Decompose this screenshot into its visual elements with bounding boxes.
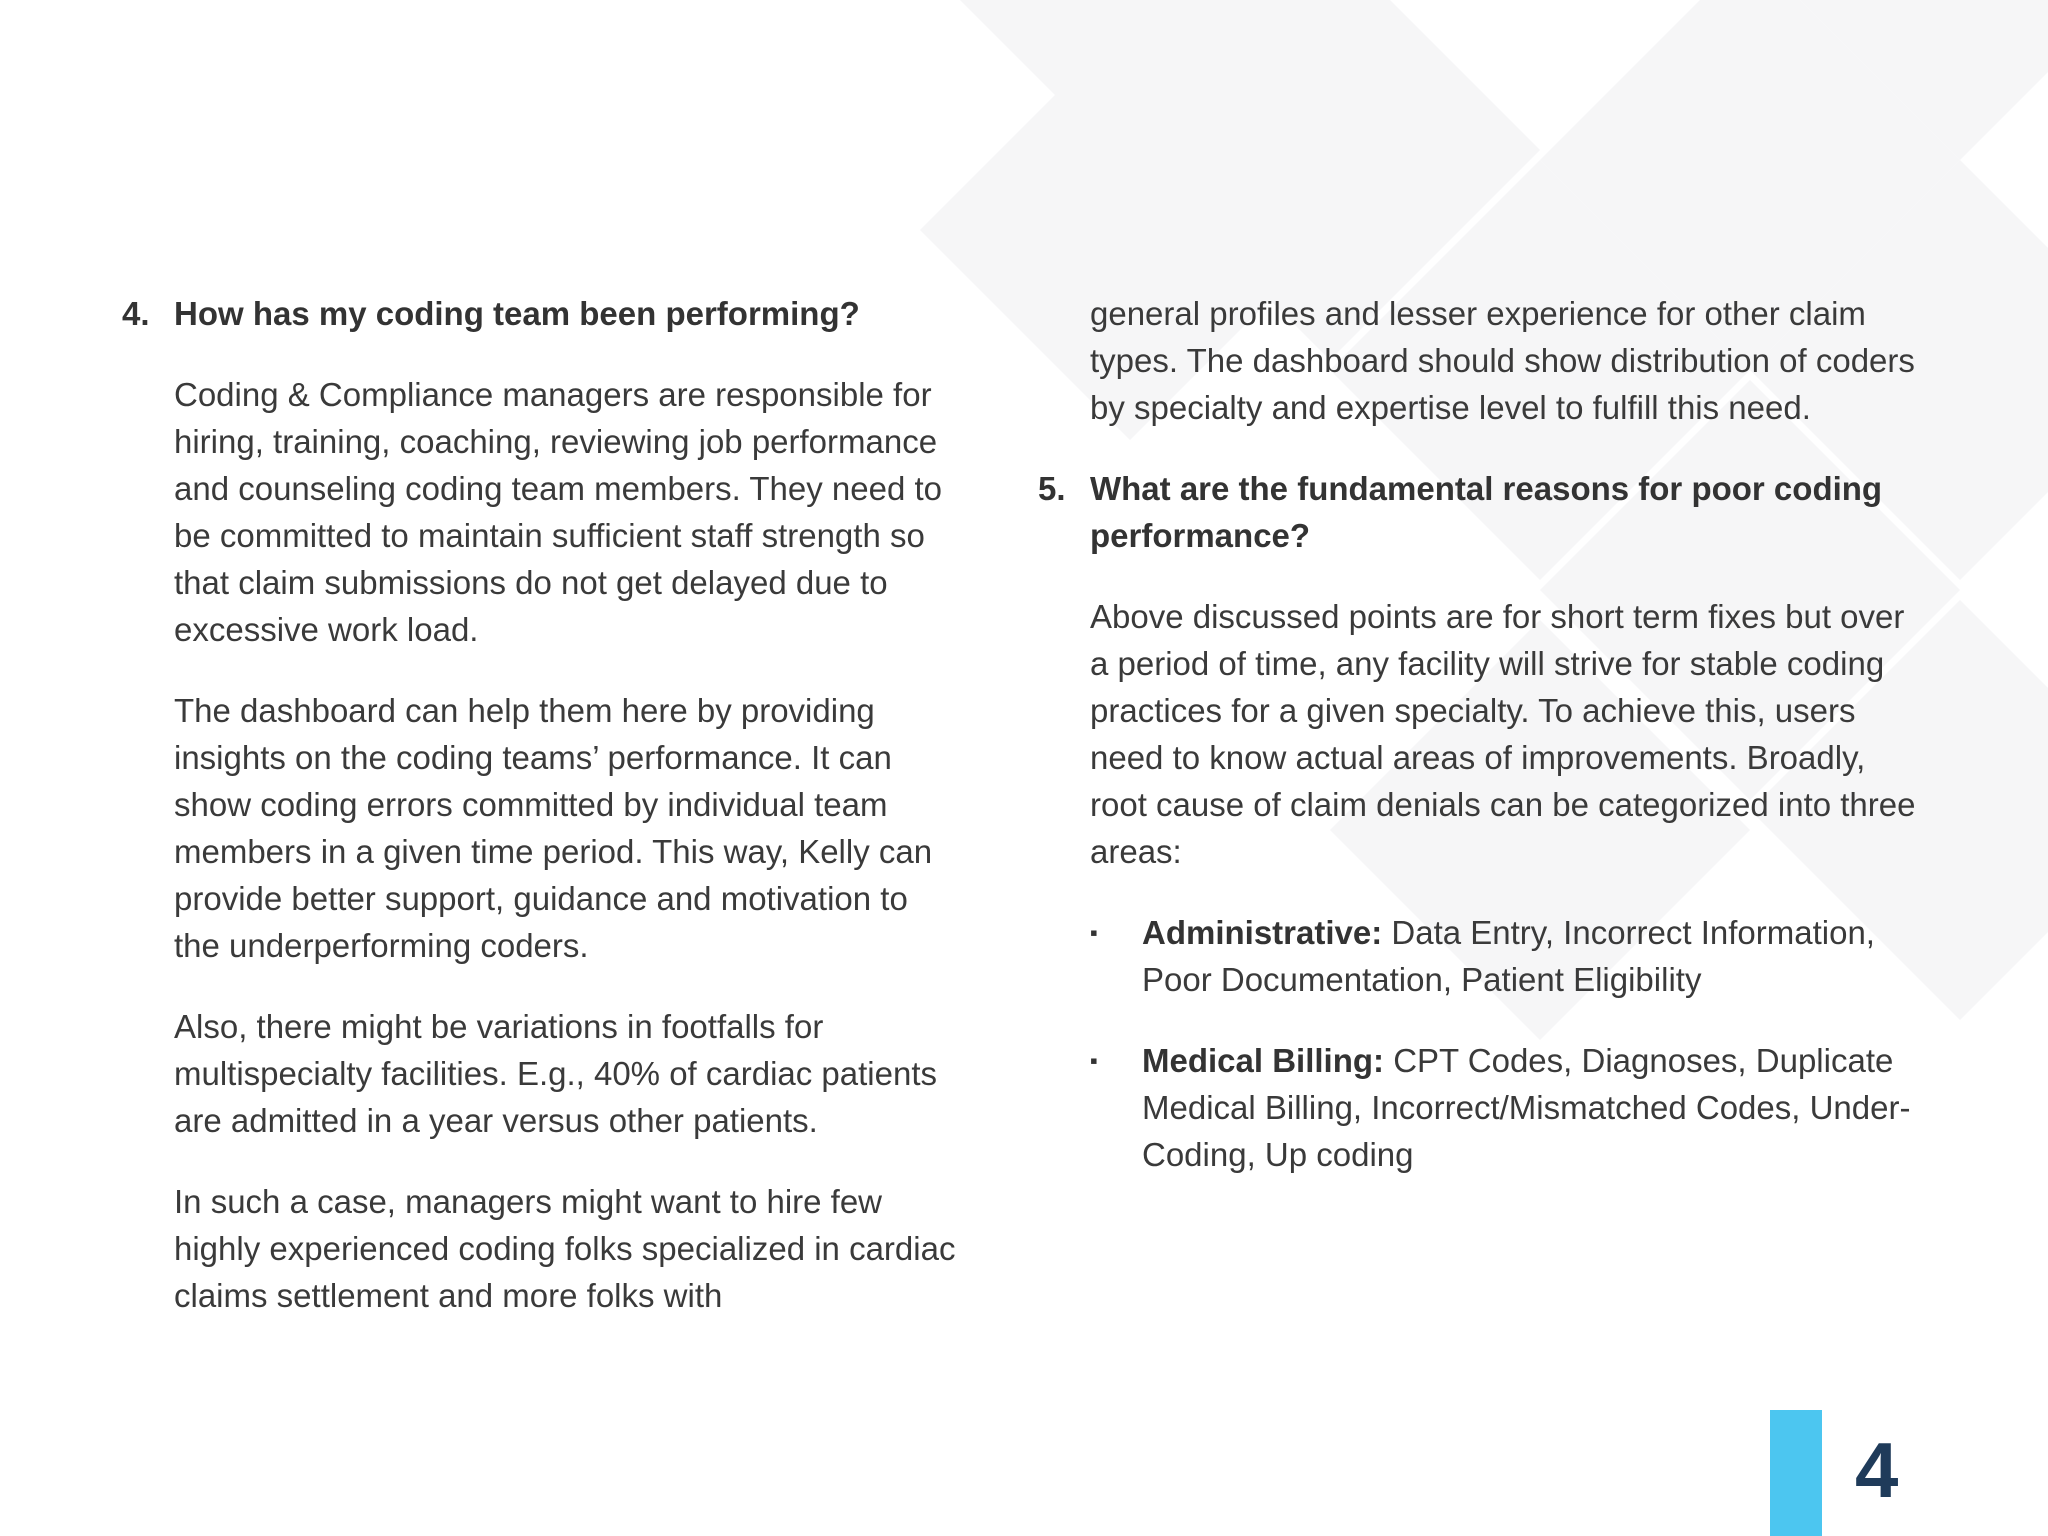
bullet-term: Administrative: xyxy=(1142,914,1383,951)
bullet-text: Data Entry, Incorrect Information, Poor Documentation, Patient Eligibility xyxy=(1142,914,1875,998)
left-column xyxy=(122,290,962,1319)
square-bullet-icon: ▪ xyxy=(1090,1048,1098,1073)
paragraph-managers-responsibilities: Coding & Compliance managers are responsible for hiring, training, coaching, reviewing job performance and counseling coding team members. They need to be committed to maintain sufficient staff strength so that claim submissions do not get delayed due to excessive work load. xyxy=(174,376,943,648)
paragraph-footfall-variations: Also, there might be variations in footfalls for multispecialty facilities. E.g., 40% of cardiac patients are admitted in a year versus other patients. xyxy=(174,1008,938,1139)
bullet-term: Medical Billing: xyxy=(1142,1042,1385,1079)
paragraph-hiring-strategy: In such a case, managers might want to hire few highly experienced coding folks specialized in cardiac claims settlement and more folks with xyxy=(174,1183,956,1314)
question-5-heading xyxy=(1038,465,1918,559)
paragraph-continuation: general profiles and lesser experience for other claim types. The dashboard should show distribution of coders by specialty and expertise level to fulfill this need. xyxy=(1090,295,1915,426)
question-4-heading xyxy=(122,290,962,337)
right-column xyxy=(1038,290,1918,1212)
list-item xyxy=(1090,909,1918,1003)
question-5-number: 5. xyxy=(1038,470,1066,507)
list-item xyxy=(1090,1037,1918,1178)
square-bullet-icon: ▪ xyxy=(1090,920,1098,945)
bullet-body xyxy=(1142,909,1918,1003)
paragraph-root-causes: Above discussed points are for short term fixes but over a period of time, any facility will strive for stable coding practices for a given specialty. To achieve this, users need to know actual areas of improvements. Broadly, root cause of claim denials can be categorized into three areas: xyxy=(1090,598,1916,870)
question-4-number: 4. xyxy=(122,295,150,332)
root-cause-list xyxy=(1090,909,1918,1178)
bullet-body xyxy=(1142,1037,1918,1178)
question-4-text: How has my coding team been performing? xyxy=(174,295,860,332)
question-5-text: What are the fundamental reasons for poor coding performance? xyxy=(1090,470,1883,554)
bullet-text: CPT Codes, Diagnoses, Duplicate Medical Billing, Incorrect/Mismatched Codes, Under-Coding, Up coding xyxy=(1142,1042,1911,1173)
page-accent-bar xyxy=(1770,1410,1822,1536)
page-number: 4 xyxy=(1855,1426,1899,1514)
paragraph-dashboard-insights: The dashboard can help them here by providing insights on the coding teams’ performance. It can show coding errors committed by individual team members in a given time period. This way, Kelly can provide better support, guidance and motivation to the underperforming coders. xyxy=(174,692,933,964)
